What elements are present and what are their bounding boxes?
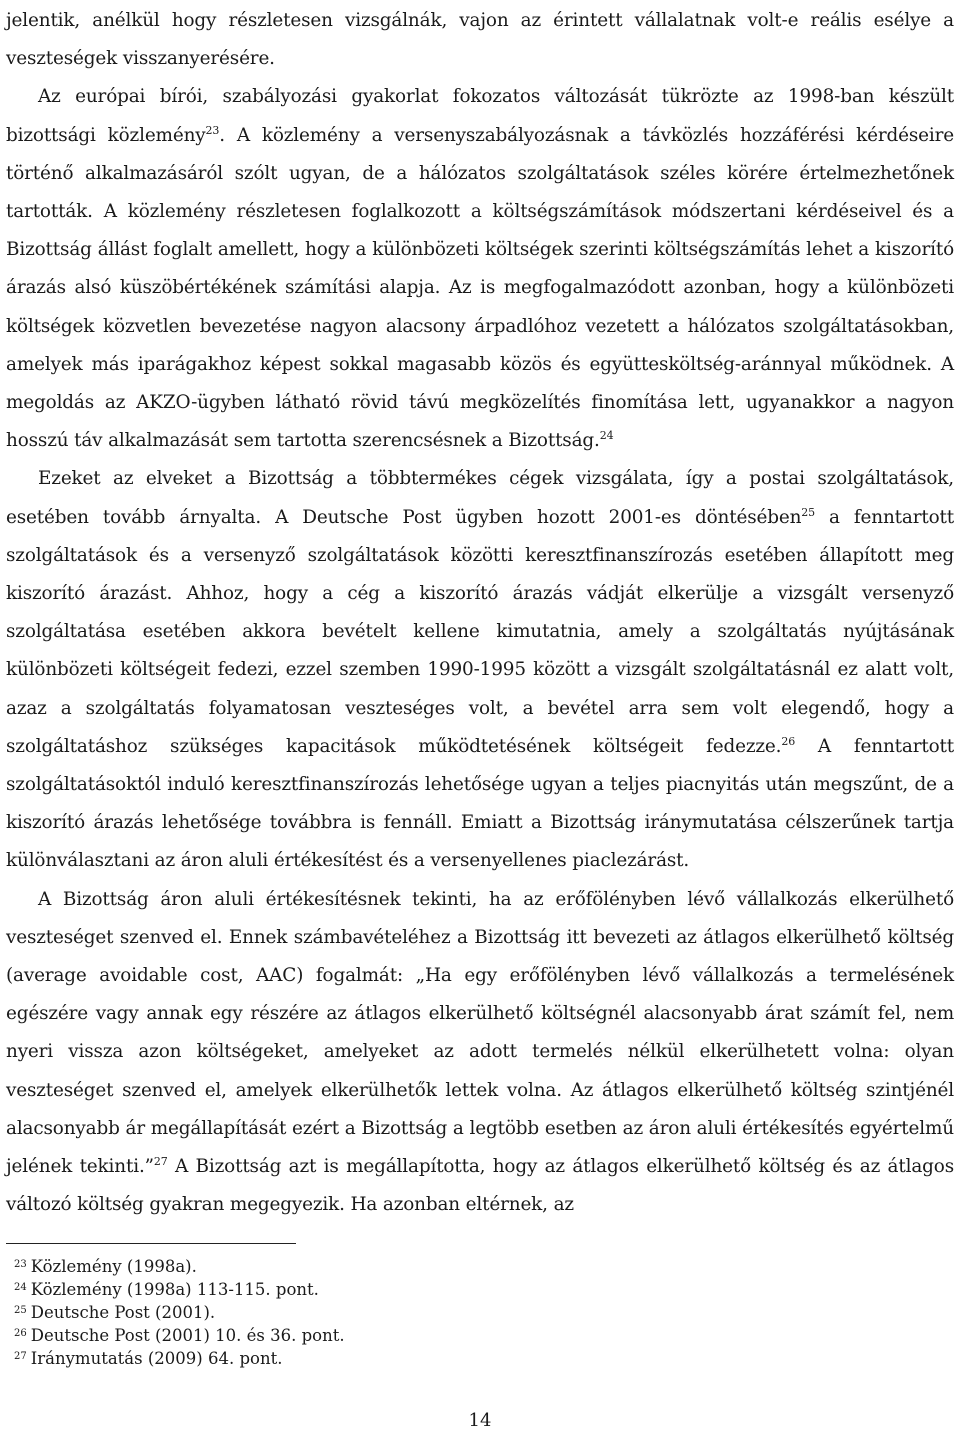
footnote-item	[6, 1278, 345, 1301]
paragraph-text: A Bizottság áron aluli értékesítésnek tekinti, ha az erőfölényben lévő vállalkozás elkerülhető veszteséget szenved el. Ennek számbavételéhez a Bizottság itt bevezeti az átlagos elkerülhető költség (average avoidable cost, AAC) fogalmát: „Ha egy erőfölényben lévő vállalkozás a termelésének egészére vagy annak egy részére az átlagos elkerülhető költségnél alacsonyabb árat számít fel, nem nyeri vissza azon költségeket, amelyeket az adott termelés nélkül elkerülhetett volna: olyan veszteséget szenved el, amelyek elkerülhetők lettek volna. Az átlagos elkerülhető költség szintjénél alacsonyabb ár megállapítását ezért a Bizottság a legtöbb esetben az áron aluli értékesítés egyértelmű jelének tekinti.”	[6, 888, 954, 1178]
paragraph	[6, 881, 954, 1225]
footnote-item	[6, 1301, 345, 1324]
footnote-text: Közlemény (1998a) 113-115. pont.	[30, 1280, 319, 1299]
paragraph-text: . A közlemény a versenyszabályozásnak a távközlés hozzáférési kérdéseire történő alkalmazásáról szólt ugyan, de a hálózatos szolgáltatások széles körére értelmezhetőnek tartották. A közlemény részletesen foglalkozott a költségszámítások módszertani kérdéseivel és a Bizottság állást foglalt amellett, hogy a különbözeti költségek szerinti költségszámítás lehet a kiszorító árazás alsó küszöbértékének számítási alapja. Az is megfogalmazódott azonban, hogy a különbözeti költségek közvetlen bevezetése nagyon alacsony árpadlóhoz vezetett a hálózatos szolgáltatásokban, amelyek más iparágakhoz képest sokkal magasabb közös és együttesköltség-aránnyal működnek. A megoldás az AKZO-ügyben látható rövid távú megközelítés finomítása lett, ugyanakkor a nagyon hosszú táv alkalmazását sem tartotta szerencsésnek a Bizottság.	[6, 124, 955, 452]
footnote-text: Közlemény (1998a).	[30, 1257, 197, 1276]
paragraph	[6, 78, 954, 460]
paragraph-text: A Bizottság azt is megállapította, hogy az átlagos elkerülhető költség és az átlagos változó költség gyakran megegyezik. Ha azonban eltérnek, az	[6, 1156, 954, 1216]
footnote-item	[6, 1255, 345, 1278]
footnote-item	[6, 1347, 345, 1370]
footnote-reference: 25	[801, 505, 815, 519]
paragraph-text: Az európai bírói, szabályozási gyakorlat fokozatos változását tükrözte az 1998-ban készült bizottsági közlemény	[6, 86, 954, 146]
paragraph	[6, 2, 954, 78]
body-text	[6, 2, 954, 1225]
footnote-reference: 26	[781, 734, 796, 748]
footnote-text: Deutsche Post (2001) 10. és 36. pont.	[30, 1326, 345, 1345]
footnote-reference: 27	[153, 1155, 168, 1169]
paragraph-text: A fenntartott szolgáltatásoktól induló keresztfinanszírozás lehetősége ugyan a teljes piacnyitás után megszűnt, de a kiszorító árazás lehetősége továbbra is fennáll. Emiatt a Bizottság iránymutatása célszerűnek tartja különválasztani az áron aluli értékesítést és a versenyellenes piaclezárást.	[6, 735, 954, 872]
footnote-item	[6, 1324, 345, 1347]
footnote-reference: 24	[599, 429, 614, 443]
paragraph	[6, 460, 954, 880]
footnote-number: 23	[14, 1259, 27, 1270]
footnote-separator	[6, 1243, 296, 1244]
footnote-text: Deutsche Post (2001).	[30, 1303, 216, 1322]
footnote-number: 24	[14, 1282, 27, 1293]
page-number: 14	[468, 1410, 492, 1431]
footnote-reference: 23	[205, 123, 220, 137]
footnote-number: 26	[14, 1328, 27, 1339]
footnote-text: Iránymutatás (2009) 64. pont.	[30, 1349, 283, 1368]
footnote-number: 27	[14, 1351, 27, 1362]
footnotes	[6, 1255, 345, 1370]
footnote-number: 25	[14, 1305, 27, 1316]
paragraph-text: jelentik, anélkül hogy részletesen vizsgálnák, vajon az érintett vállalatnak volt-e reális esélye a veszteségek visszanyerésére.	[6, 10, 954, 70]
paragraph-text: a fenntartott szolgáltatások és a versenyző szolgáltatások közötti keresztfinanszírozás esetében állapított meg kiszorító árazást. Ahhoz, hogy a cég a kiszorító árazás vádját elkerülje a vizsgált versenyző szolgáltatása esetében akkora bevételt kellene kimutatnia, amely a szolgáltatás nyújtásának különbözeti költségeit fedezi, ezzel szemben 1990-1995 között a vizsgált szolgáltatásnál ez alatt volt, azaz a szolgáltatás folyamatosan veszteséges volt, a bevétel arra sem volt elegendő, hogy a szolgáltatáshoz szükséges kapacitások működtetésének költségeit fedezze.	[6, 506, 954, 757]
paragraph-text: Ezeket az elveket a Bizottság a többtermékes cégek vizsgálata, így a postai szolgáltatások, esetében tovább árnyalta. A Deutsche Post ügyben hozott 2001-es döntésében	[6, 468, 954, 528]
